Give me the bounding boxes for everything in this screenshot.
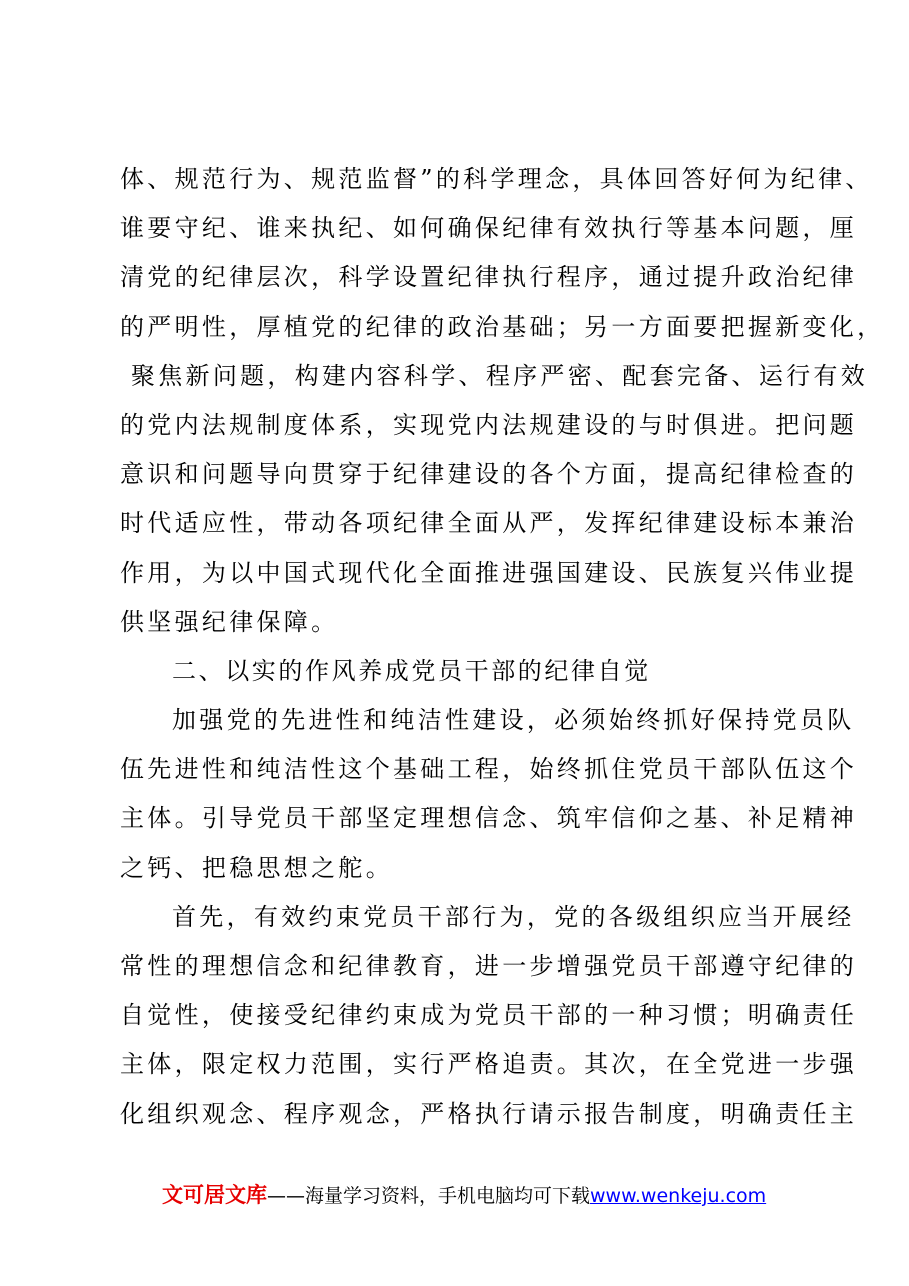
document-body [120, 155, 885, 1139]
paragraph-1 [120, 155, 885, 647]
text-line: 谁要守纪、谁来执纪、如何确保纪律有效执行等基本问题，厘 [120, 214, 858, 243]
text-line: 作用，为以中国式现代化全面推进强国建设、民族复兴伟业提 [120, 558, 858, 587]
text-line: 加强党的先进性和纯洁性建设，必须始终抓好保持党员队 [172, 706, 855, 735]
text-line: 意识和问题导向贯穿于纪律建设的各个方面，提高纪律检查的 [120, 460, 858, 489]
footer-link[interactable]: www.wenkeju.com [590, 1185, 767, 1207]
text-line: 聚焦新问题，构建内容科学、程序严密、配套完备、运行有效 [120, 361, 869, 390]
text-line: 化组织观念、程序观念，严格执行请示报告制度，明确责任主 [120, 1099, 858, 1128]
text-line: 的严明性，厚植党的纪律的政治基础；另一方面要把握新变化， [120, 312, 885, 341]
paragraph-2 [120, 696, 858, 893]
footer-banner [162, 1180, 766, 1211]
text-line: 自觉性，使接受纪律约束成为党员干部的一种习惯；明确责任 [120, 1001, 858, 1030]
text-line: 时代适应性，带动各项纪律全面从严，发挥纪律建设标本兼治 [120, 509, 858, 538]
text-line: 常性的理想信念和纪律教育，进一步增强党员干部遵守纪律的 [120, 952, 858, 980]
text-line: 体、规范行为、规范监督”的科学理念，具体回答好何为纪律、 [120, 165, 873, 193]
text-line: 主体，限定权力范围，实行严格追责。其次，在全党进一步强 [120, 1050, 858, 1079]
text-line: 主体。引导党员干部坚定理想信念、筑牢信仰之基、补足精神 [120, 804, 858, 833]
text-line: 清党的纪律层次，科学设置纪律执行程序，通过提升政治纪律 [120, 263, 858, 292]
text-line: 伍先进性和纯洁性这个基础工程，始终抓住党员干部队伍这个 [120, 755, 858, 784]
paragraph-3 [120, 893, 858, 1139]
text-line: 供坚强纪律保障。 [120, 607, 339, 636]
section-heading: 二、以实的作风养成党员干部的纪律自觉 [172, 656, 651, 685]
footer-brand: 文可居文库 [162, 1183, 267, 1207]
footer-slogan: ——海量学习资料，手机电脑均可下载 [267, 1185, 591, 1207]
text-line: 之钙、把稳思想之舵。 [120, 853, 393, 882]
text-line: 的党内法规制度体系，实现党内法规建设的与时俱进。把问题 [120, 410, 858, 439]
text-line: 首先，有效约束党员干部行为，党的各级组织应当开展经 [172, 902, 855, 931]
